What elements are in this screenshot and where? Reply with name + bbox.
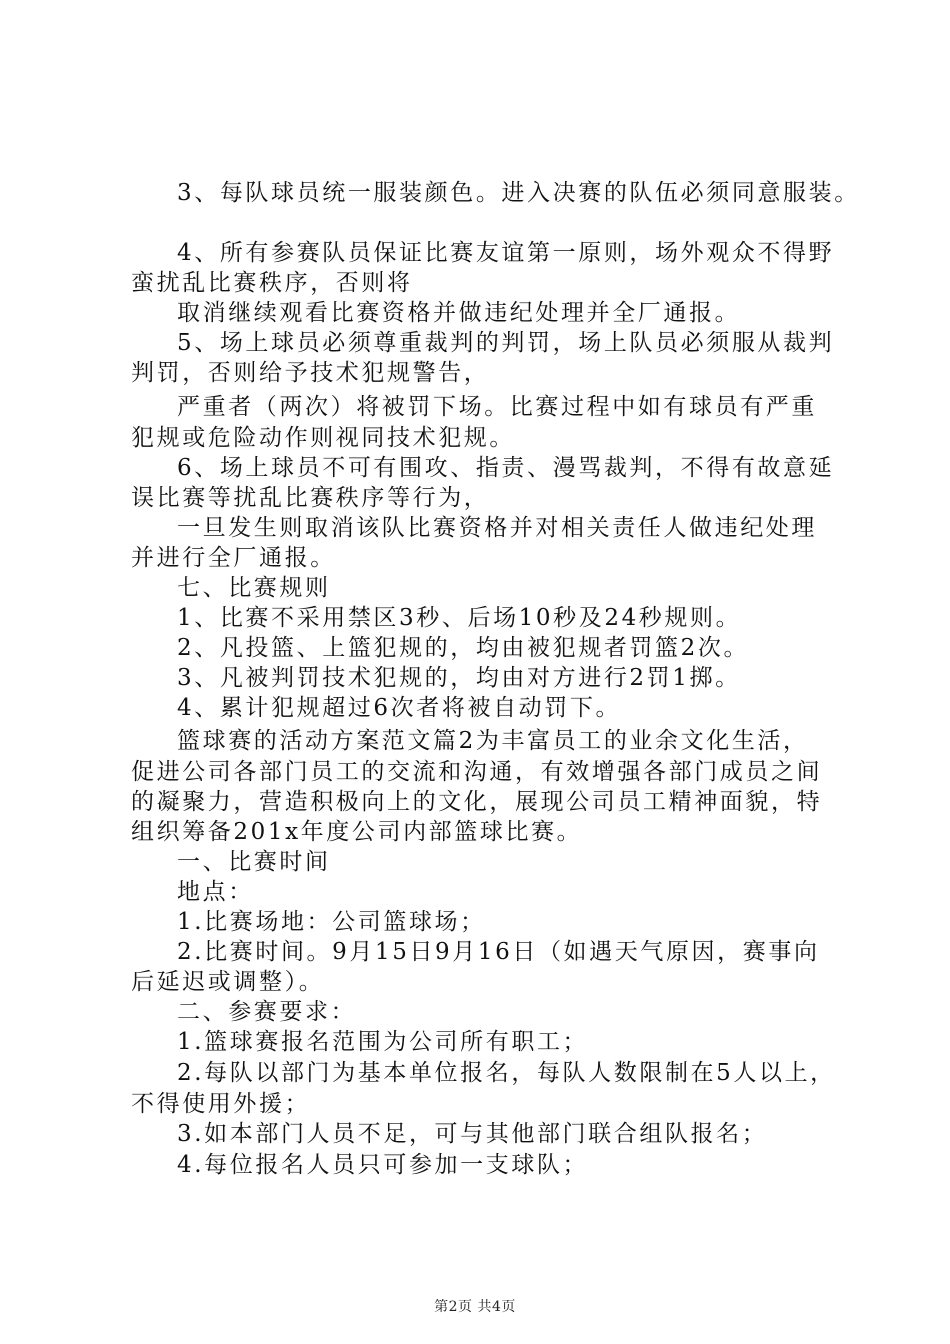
text-line: 的凝聚力，营造积极向上的文化，展现公司员工精神面貌，特: [131, 789, 823, 815]
text-line: 并进行全厂通报。: [131, 545, 336, 571]
text-line: 6、场上球员不可有围攻、指责、漫骂裁判，不得有故意延: [177, 455, 835, 481]
text-line: 5、场上球员必须尊重裁判的判罚，场上队员必须服从裁判: [177, 330, 835, 356]
text-line: 3.如本部门人员不足，可与其他部门联合组队报名；: [177, 1121, 768, 1147]
section-heading: 二、参赛要求：: [177, 999, 357, 1025]
text-line: 判罚，否则给予技术犯规警告，: [131, 360, 490, 386]
text-line: 2.每队以部门为基本单位报名，每队人数限制在5人以上，: [177, 1060, 836, 1086]
text-line: 篮球赛的活动方案范文篇2为丰富员工的业余文化生活，: [177, 728, 809, 754]
text-line: 地点：: [177, 879, 254, 905]
text-line: 1、比赛不采用禁区3秒、后场10秒及24秒规则。: [177, 605, 742, 631]
text-line: 4.每位报名人员只可参加一支球队；: [177, 1152, 589, 1178]
text-line: 2.比赛时间。9月15日9月16日（如遇天气原因，赛事向: [177, 939, 820, 965]
text-line: 4、累计犯规超过6次者将被自动罚下。: [177, 695, 622, 721]
text-line: 不得使用外援；: [131, 1091, 311, 1117]
text-line: 1.比赛场地：公司篮球场；: [177, 909, 486, 935]
section-heading: 一、比赛时间: [177, 849, 331, 875]
text-line: 严重者（两次）将被罚下场。比赛过程中如有球员有严重: [177, 394, 817, 420]
text-line: 后延迟或调整）。: [131, 969, 325, 995]
text-line: 3、凡被判罚技术犯规的，均由对方进行2罚1掷。: [177, 665, 741, 691]
text-line: 促进公司各部门员工的交流和沟通，有效增强各部门成员之间: [131, 759, 823, 785]
text-line: 2、凡投篮、上篮犯规的，均由被犯规者罚篮2次。: [177, 635, 750, 661]
text-line: 1.篮球赛报名范围为公司所有职工；: [177, 1029, 589, 1055]
section-heading: 七、比赛规则: [177, 575, 331, 601]
page-footer: 第2页 共4页: [434, 1299, 516, 1315]
text-line: 犯规或危险动作则视同技术犯规。: [131, 425, 515, 451]
text-line: 一旦发生则取消该队比赛资格并对相关责任人做违纪处理: [177, 515, 817, 541]
text-line: 4、所有参赛队员保证比赛友谊第一原则，场外观众不得野: [177, 240, 835, 266]
text-line: 误比赛等扰乱比赛秩序等行为，: [131, 485, 490, 511]
text-line: 组织筹备201x年度公司内部篮球比赛。: [131, 819, 583, 845]
text-line: 取消继续观看比赛资格并做违纪处理并全厂通报。: [177, 300, 741, 326]
text-line: 3、每队球员统一服装颜色。进入决赛的队伍必须同意服装。: [177, 180, 860, 206]
text-line: 蛮扰乱比赛秩序，否则将: [131, 270, 413, 296]
